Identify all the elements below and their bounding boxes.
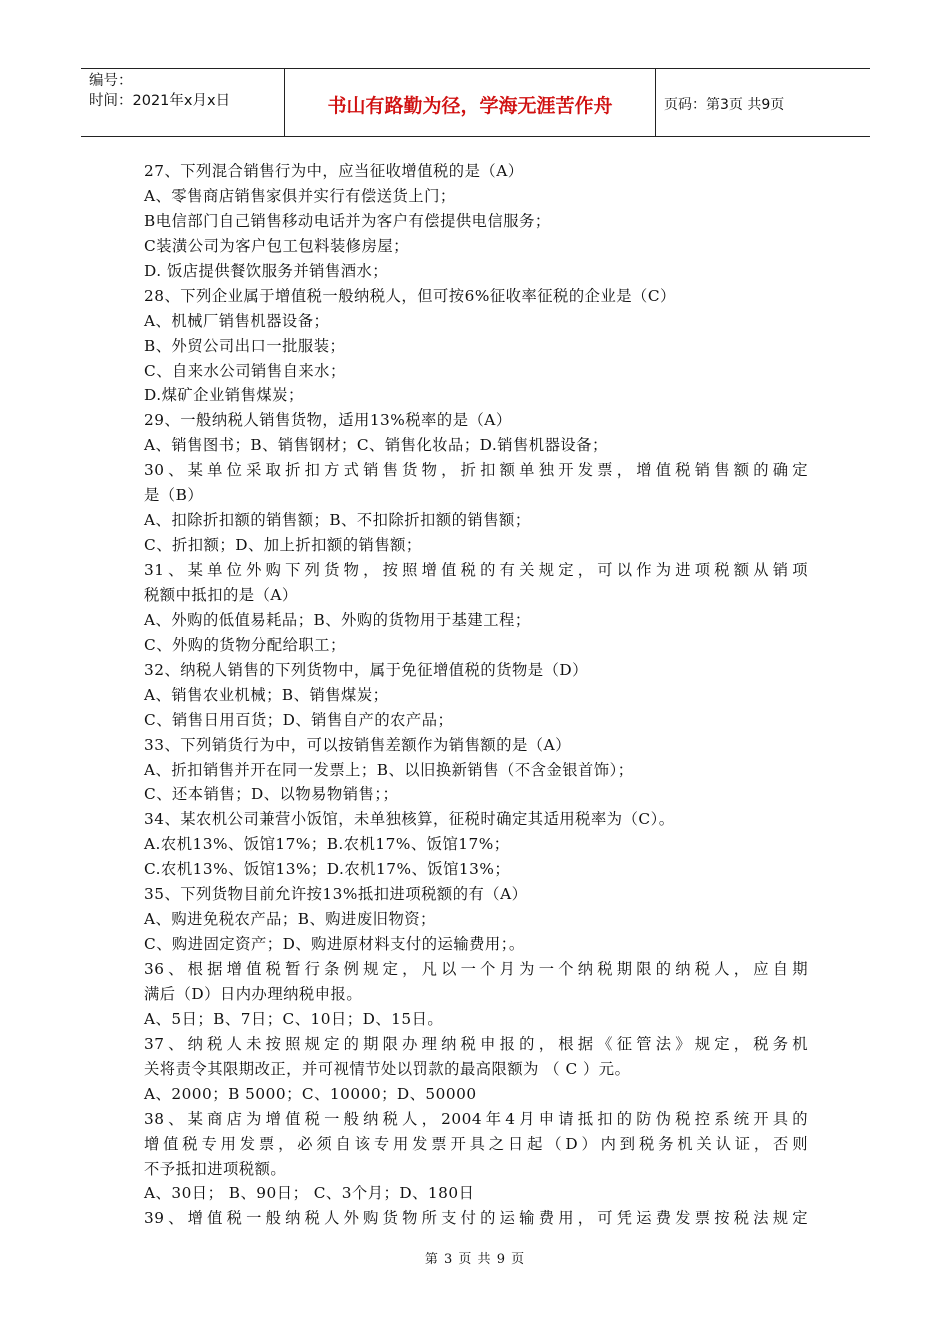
text-line: 37、纳税人未按照规定的期限办理纳税申报的，根据《征管法》规定，税务机 <box>144 1034 808 1053</box>
text-line: 是（B） <box>144 486 204 505</box>
text-line: C、外购的货物分配给职工； <box>144 635 346 654</box>
text-line: C.农机13%、饭馆13%；D.农机17%、饭馆13%； <box>144 860 511 879</box>
text-line: C、购进固定资产；D、购进原材料支付的运输费用；。 <box>144 935 525 954</box>
text-line: A、销售图书；B、销售钢材；C、销售化妆品；D.销售机器设备； <box>144 436 608 455</box>
text-line: C、还本销售；D、以物易物销售；； <box>144 785 399 804</box>
text-line: B电信部门自己销售移动电话并为客户有偿提供电信服务； <box>144 211 551 230</box>
text-line: A、2000；B 5000；C、10000；D、50000 <box>144 1084 477 1103</box>
text-line: C装潢公司为客户包工包料装修房屋； <box>144 236 409 255</box>
text-line: 29、一般纳税人销售货物，适用13%税率的是（A） <box>144 411 512 430</box>
text-line: A.农机13%、饭馆17%；B.农机17%、饭馆17%； <box>144 835 510 854</box>
text-line: 39、增值税一般纳税人外购货物所支付的运输费用，可凭运费发票按税法规定 <box>144 1209 808 1228</box>
text-line: 30、某单位采取折扣方式销售货物，折扣额单独开发票，增值税销售额的确定 <box>144 461 808 480</box>
text-line: 36、根据增值税暂行条例规定，凡以一个月为一个纳税期限的纳税人，应自期 <box>144 960 808 978</box>
text-line: B、外贸公司出口一批服装； <box>144 336 346 355</box>
text-line: A、5日；B、7日；C、10日；D、15日。 <box>144 1009 444 1028</box>
text-line: 34、某农机公司兼营小饭馆，未单独核算，征税时确定其适用税率为（C）。 <box>144 810 675 829</box>
text-line: A、购进免税农产品；B、购进废旧物资； <box>144 910 436 929</box>
text-line: 满后（D）日内办理纳税申报。 <box>144 984 363 1003</box>
text-line: 35、下列货物目前允许按13%抵扣进项税额的有（A） <box>144 885 528 904</box>
text-line: 税额中抵扣的是（A） <box>144 585 298 604</box>
text-line: A、外购的低值易耗品；B、外购的货物用于基建工程； <box>144 610 531 629</box>
text-line: 31、某单位外购下列货物，按照增值税的有关规定，可以作为进项税额从销项 <box>144 561 808 579</box>
number-label: 编号： <box>89 73 133 89</box>
header-page-number: 页码：第3页 共9页 <box>664 96 785 113</box>
text-line: C、销售日用百货；D、销售自产的农产品； <box>144 710 454 729</box>
text-line: 38、某商店为增值税一般纳税人，2004年4月申请抵扣的防伪税控系统开具的 <box>144 1109 808 1128</box>
text-line: 28、下列企业属于增值税一般纳税人，但可按6%征收率征税的企业是（C） <box>144 286 676 305</box>
text-line: C、折扣额；D、加上折扣额的销售额； <box>144 536 422 555</box>
text-line: 增值税专用发票，必须自该专用发票开具之日起（D）内到税务机关认证，否则 <box>144 1134 808 1153</box>
text-line: A、零售商店销售家俱并实行有偿送货上门； <box>144 186 456 205</box>
text-line: 不予抵扣进项税额。 <box>144 1159 287 1178</box>
text-line: 27、下列混合销售行为中，应当征收增值税的是（A） <box>144 162 524 180</box>
text-line: 关将责令其限期改正，并可视情节处以罚款的最高限额为 （ C ）元。 <box>144 1059 631 1078</box>
text-line: 32、纳税人销售的下列货物中，属于免征增值税的货物是（D） <box>144 660 588 679</box>
text-line: A、折扣销售并开在同一发票上；B、以旧换新销售（不含金银首饰）； <box>144 760 634 779</box>
text-line: D.煤矿企业销售煤炭； <box>144 386 304 405</box>
text-line: A、机械厂销售机器设备； <box>144 311 330 330</box>
header-meta <box>81 69 285 136</box>
document-body <box>144 159 808 1231</box>
text-line: A、扣除折扣额的销售额；B、不扣除折扣额的销售额； <box>144 511 531 530</box>
text-line: A、销售农业机械；B、销售煤炭； <box>144 685 389 704</box>
time-label: 时间：2021年x月x日 <box>89 93 231 109</box>
text-line: 33、下列销货行为中，可以按销售差额作为销售额的是（A） <box>144 735 571 754</box>
text-line: A、30日； B、90日； C、3个月；D、180日 <box>144 1184 475 1203</box>
page-footer: 第 3 页 共 9 页 <box>424 1252 526 1267</box>
page-header <box>81 68 870 137</box>
text-line: C、自来水公司销售自来水； <box>144 361 346 380</box>
text-line: D. 饭店提供餐饮服务并销售酒水； <box>144 261 389 280</box>
header-motto: 书山有路勤为径，学海无涯苦作舟 <box>285 69 656 136</box>
